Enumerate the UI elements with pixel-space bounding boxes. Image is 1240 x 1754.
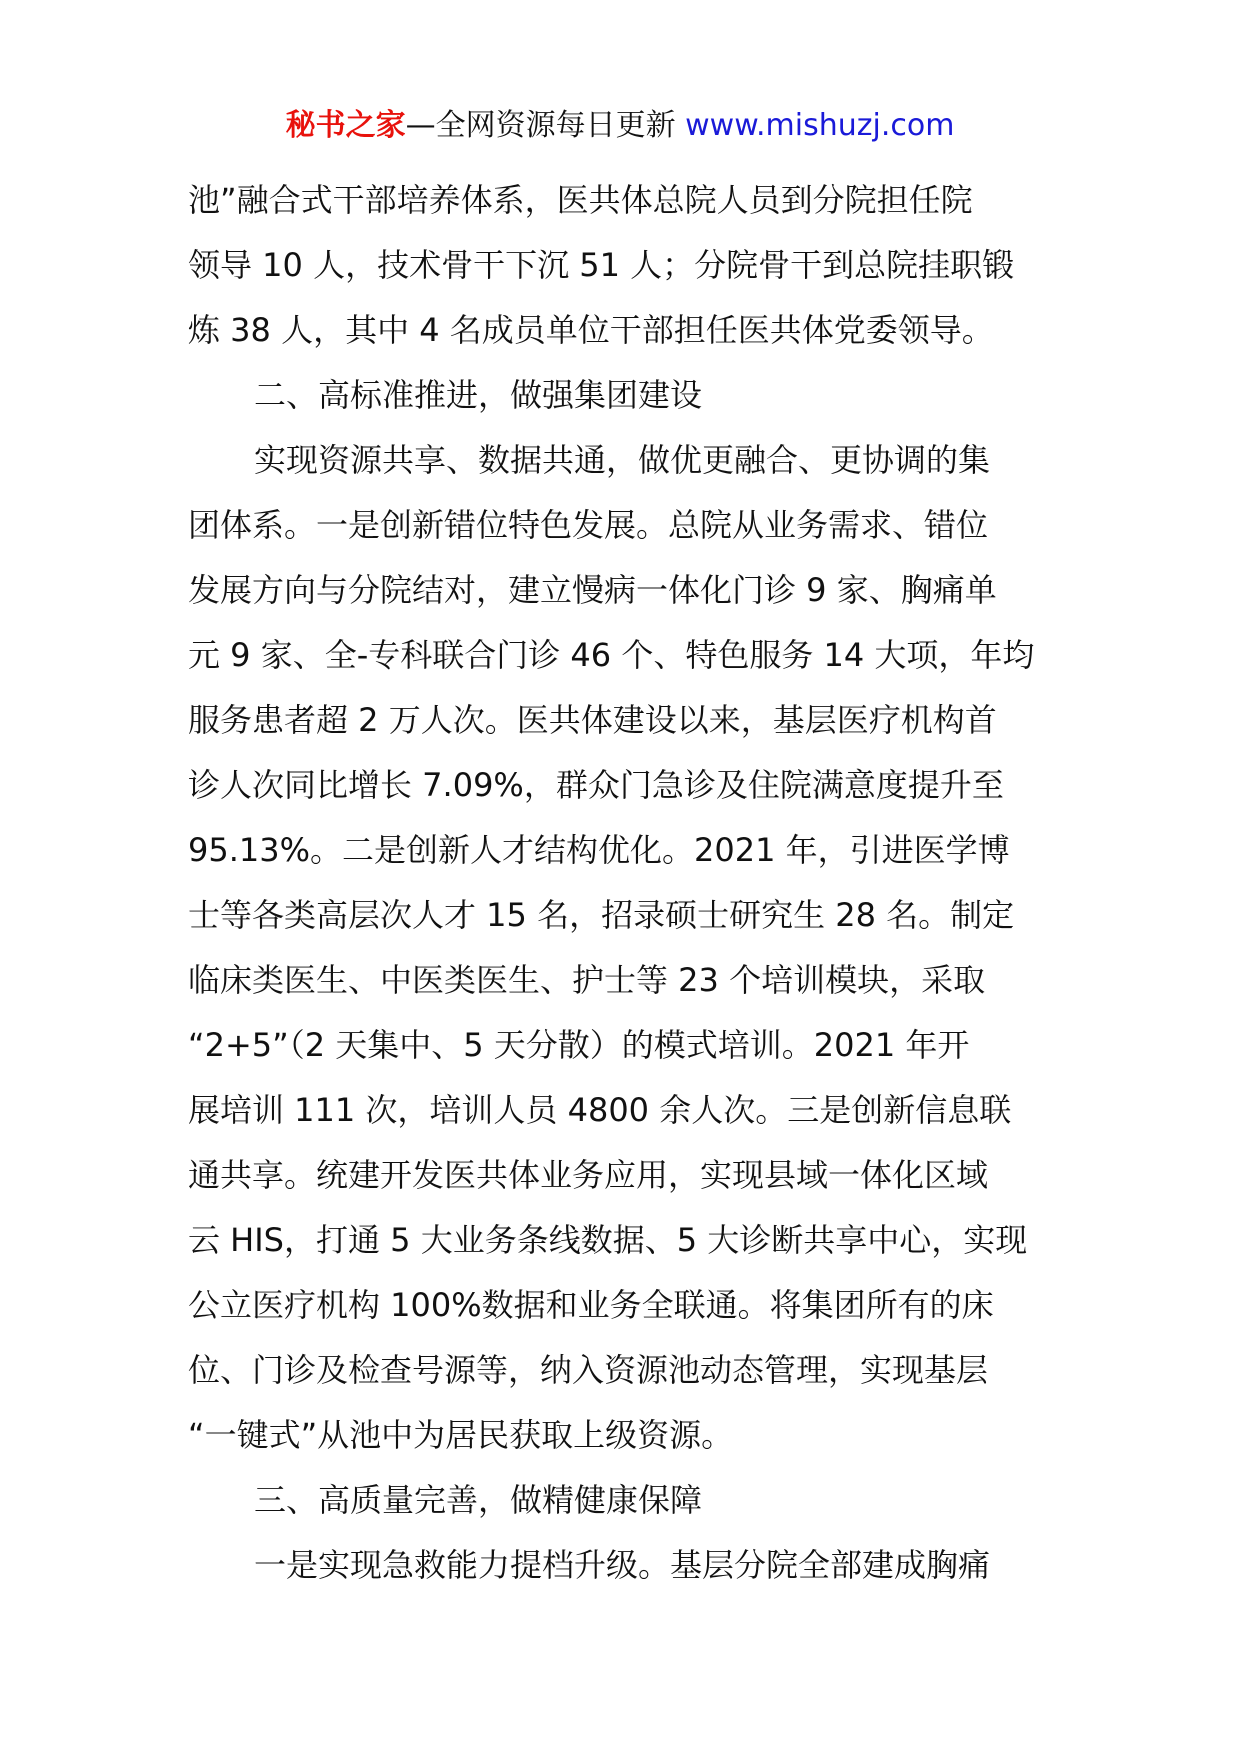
header-url[interactable]: www.mishuzj.com — [685, 108, 955, 143]
document-body — [188, 168, 1068, 1598]
text-line: 位、门诊及检查号源等，纳入资源池动态管理，实现基层 — [188, 1351, 989, 1389]
text-line: 团体系。一是创新错位特色发展。总院从业务需求、错位 — [188, 506, 989, 544]
text-line: 一是实现急救能力提档升级。基层分院全部建成胸痛 — [254, 1546, 991, 1584]
text-line: “2+5”（2 天集中、5 天分散）的模式培训。2021 年开 — [188, 1026, 970, 1064]
text-line: 炼 38 人，其中 4 名成员单位干部担任医共体党委领导。 — [188, 311, 994, 349]
section-heading: 二、高标准推进，做强集团建设 — [254, 376, 703, 414]
page-header — [0, 104, 1240, 148]
text-line: 95.13%。二是创新人才结构优化。2021 年，引进医学博 — [188, 831, 1010, 869]
header-tagline: —全网资源每日更新 — [405, 108, 686, 143]
text-line: 发展方向与分院结对，建立慢病一体化门诊 9 家、胸痛单 — [188, 571, 997, 609]
text-line: 元 9 家、全-专科联合门诊 46 个、特色服务 14 大项，年均 — [188, 636, 1035, 674]
text-line: 实现资源共享、数据共通，做优更融合、更协调的集 — [254, 441, 991, 479]
section-heading: 三、高质量完善，做精健康保障 — [254, 1481, 703, 1519]
text-line: 士等各类高层次人才 15 名，招录硕士研究生 28 名。制定 — [188, 896, 1015, 934]
text-line: 展培训 111 次，培训人员 4800 余人次。三是创新信息联 — [188, 1091, 1012, 1129]
text-line: 服务患者超 2 万人次。医共体建设以来，基层医疗机构首 — [188, 701, 997, 739]
text-line: 临床类医生、中医类医生、护士等 23 个培训模块，采取 — [188, 961, 986, 999]
text-line: 云 HIS，打通 5 大业务条线数据、5 大诊断共享中心，实现 — [188, 1221, 1028, 1259]
text-line: 领导 10 人，技术骨干下沉 51 人；分院骨干到总院挂职锻 — [188, 246, 1015, 284]
header-brand: 秘书之家 — [285, 108, 406, 143]
text-line: 通共享。统建开发医共体业务应用，实现县域一体化区域 — [188, 1156, 989, 1194]
text-line: “一键式”从池中为居民获取上级资源。 — [188, 1416, 734, 1454]
text-line: 公立医疗机构 100%数据和业务全联通。将集团所有的床 — [188, 1286, 994, 1324]
text-line: 诊人次同比增长 7.09%，群众门急诊及住院满意度提升至 — [188, 766, 1004, 804]
text-line: 池”融合式干部培养体系，医共体总院人员到分院担任院 — [188, 181, 973, 219]
